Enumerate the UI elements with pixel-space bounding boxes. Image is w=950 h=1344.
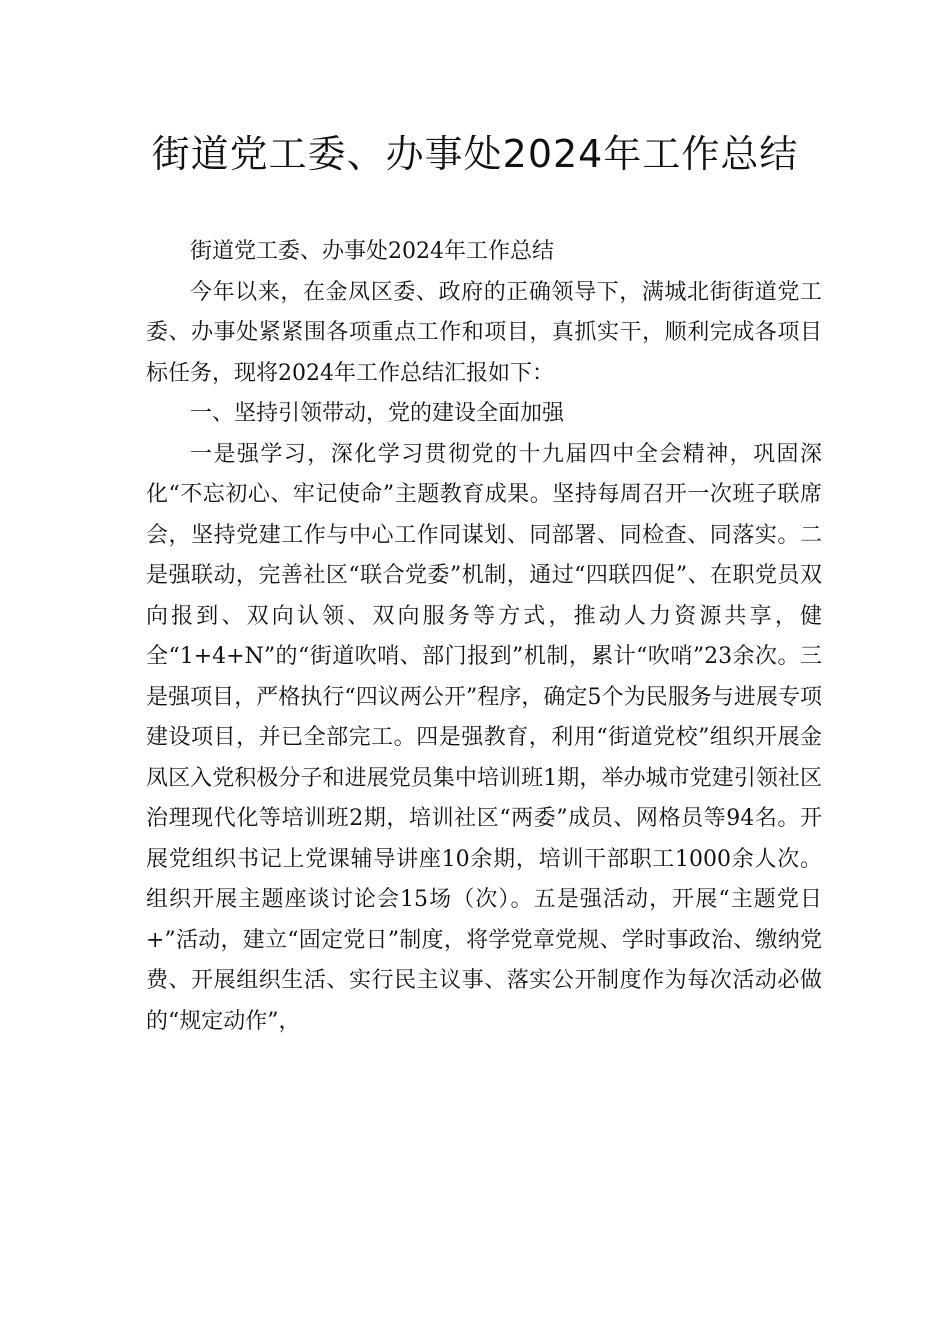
- document-title: 街道党工委、办事处2024年工作总结: [151, 132, 799, 176]
- section-heading: 一、坚持引领带动，党的建设全面加强: [190, 401, 565, 426]
- paragraph-subtitle: 街道党工委、办事处2024年工作总结: [190, 239, 554, 264]
- document-body: [146, 232, 822, 1042]
- paragraph-section-1: 一是强学习，深化学习贯彻党的十九届四中全会精神，巩固深化“不忘初心、牢记使命”主题教育成果。坚持每周召开一次班子联席会，坚持党建工作与中心工作同谋划、同部署、同检查、同落实。二是强联动，完善社区“联合党委”机制，通过“四联四促”、在职党员双向报到、双向认领、双向服务等方式，推动人力资源共享，健全“1+4+N”的“街道吹哨、部门报到”机制，累计“吹哨”23余次。三是强项目，严格执行“四议两公开”程序，确定5个为民服务与进展专项建设项目，并已全部完工。四是强教育，利用“街道党校”组织开展金凤区入党积极分子和进展党员集中培训班1期，举办城市党建引领社区治理现代化等培训班2期，培训社区“两委”成员、网格员等94名。开展党组织书记上党课辅导讲座10余期，培训干部职工1000余人次。组织开展主题座谈讨论会15场（次）。五是强活动，开展“主题党日+”活动，建立“固定党日”制度，将学党章党规、学时事政治、缴纳党费、开展组织生活、实行民主议事、落实公开制度作为每次活动必做的“规定动作”，: [146, 441, 823, 1034]
- paragraph-intro: 今年以来，在金凤区委、政府的正确领导下，满城北街街道党工委、办事处紧紧围各项重点工作和项目，真抓实干，顺利完成各项目标任务，现将2024年工作总结汇报如下：: [146, 279, 822, 386]
